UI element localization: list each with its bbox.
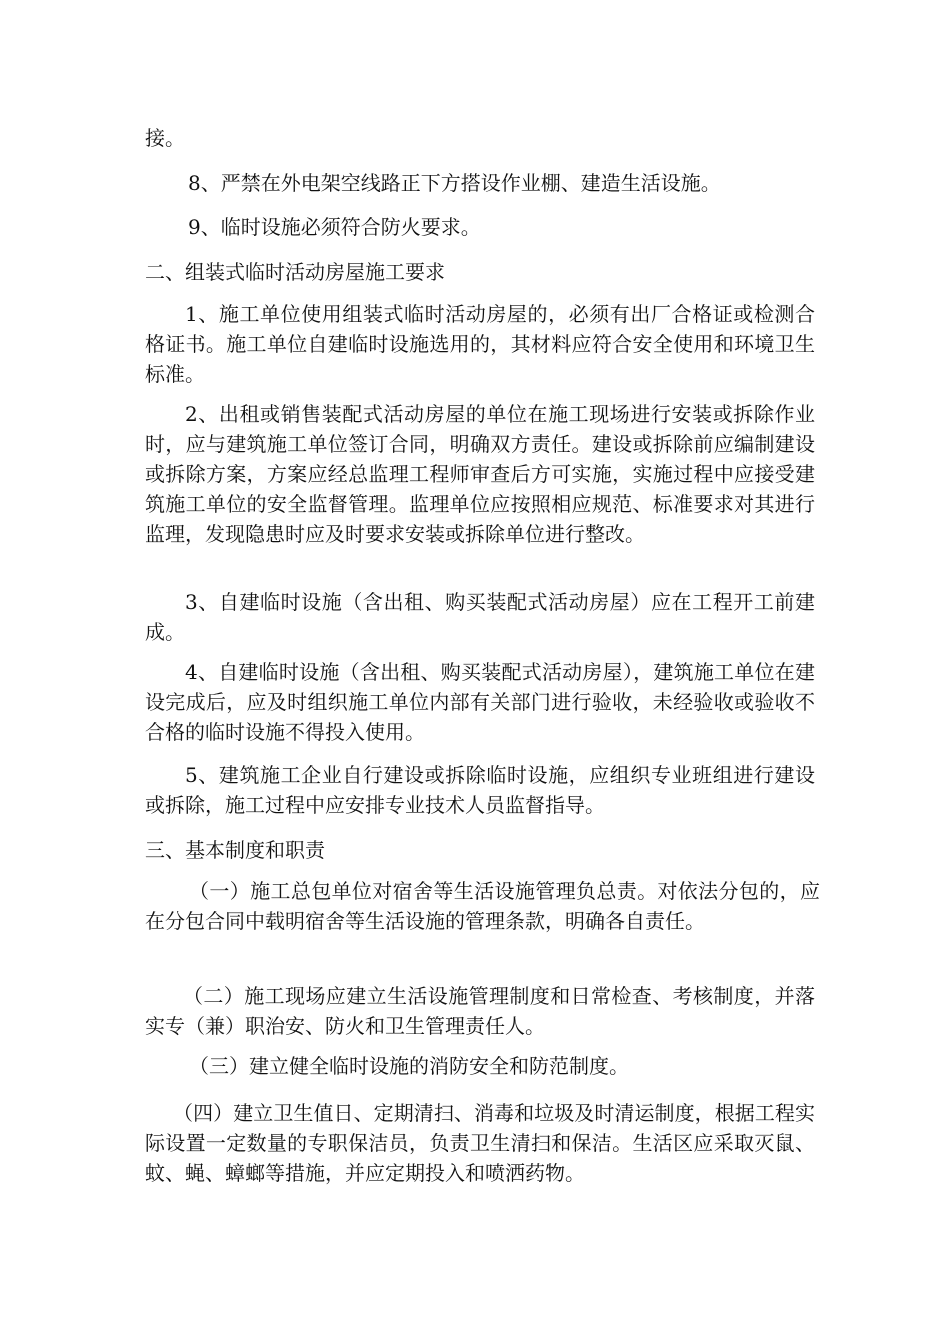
- section-3-item-1: （一）施工总包单位对宿舍等生活设施管理负总责。对依法分包的，应在分包合同中载明宿舍等生活设施的管理条款，明确各自责任。: [145, 879, 820, 933]
- section-3-item-3: （三）建立健全临时设施的消防安全和防范制度。: [189, 1054, 629, 1078]
- section-3-item-2: （二）施工现场应建立生活设施管理制度和日常检查、考核制度，并落实专（兼）职治安、防火和卫生管理责任人。: [145, 984, 815, 1038]
- section-2-item-4: 4、自建临时设施（含出租、购买装配式活动房屋），建筑施工单位在建设完成后，应及时组织施工单位内部有关部门进行验收，未经验收或验收不合格的临时设施不得投入使用。: [145, 660, 815, 744]
- section-2-item-2: 2、出租或销售装配式活动房屋的单位在施工现场进行安装或拆除作业时，应与建筑施工单位签订合同，明确双方责任。建设或拆除前应编制建设或拆除方案，方案应经总监理工程师审查后方可实施，实施过程中应接受建筑施工单位的安全监督管理。监理单位应按照相应规范、标准要求对其进行监理，发现隐患时应及时要求安装或拆除单位进行整改。: [145, 402, 815, 546]
- paragraph-continuation: 接。: [145, 126, 185, 150]
- section-2-item-3: 3、自建临时设施（含出租、购买装配式活动房屋）应在工程开工前建成。: [145, 590, 815, 644]
- section-heading-2: 二、组装式临时活动房屋施工要求: [145, 260, 445, 284]
- section-3-item-4: （四）建立卫生值日、定期清扫、消毒和垃圾及时清运制度，根据工程实际设置一定数量的专职保洁员，负责卫生清扫和保洁。生活区应采取灭鼠、蚊、蝇、蟑螂等措施，并应定期投入和喷洒药物。: [145, 1101, 815, 1185]
- section-2-item-1: 1、施工单位使用组装式临时活动房屋的，必须有出厂合格证或检测合格证书。施工单位自建临时设施选用的，其材料应符合安全使用和环境卫生标准。: [145, 302, 815, 386]
- section-2-item-5: 5、建筑施工企业自行建设或拆除临时设施，应组织专业班组进行建设或拆除，施工过程中应安排专业技术人员监督指导。: [145, 763, 815, 817]
- item-8: 8、严禁在外电架空线路正下方搭设作业棚、建造生活设施。: [188, 171, 721, 195]
- item-9: 9、临时设施必须符合防火要求。: [188, 215, 481, 239]
- section-heading-3: 三、基本制度和职责: [145, 838, 325, 862]
